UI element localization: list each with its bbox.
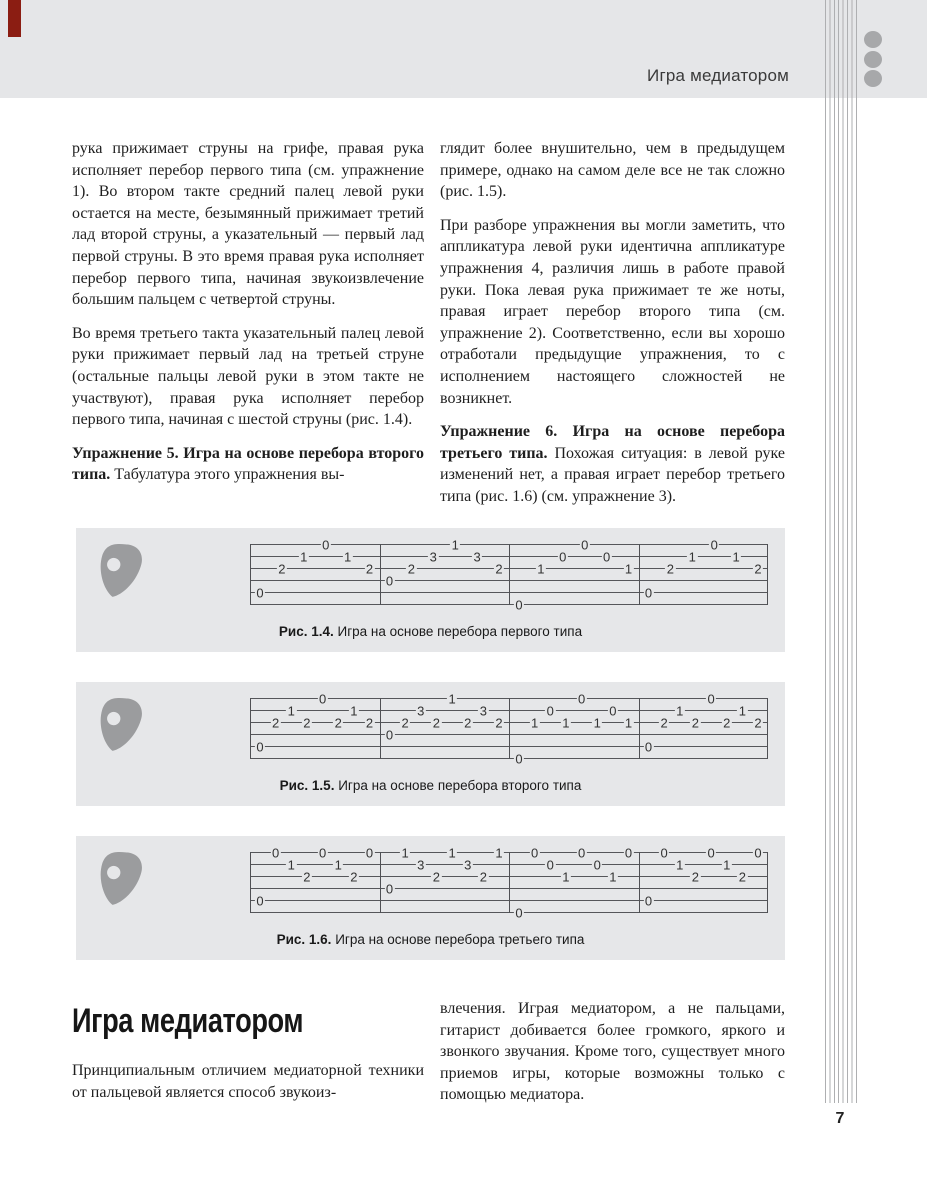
tab-note: 0 [559, 549, 567, 564]
tab-note: 2 [754, 715, 762, 730]
paragraph: Во время третьего такта указательный палец левой руки прижимает первый лад на третьей струне (остальные пальцы левой руки в этом такте не участвуют), правая рука исполняет перебор первого типа, начиная с шестой струны (рис. 1.4). [72, 324, 424, 429]
paragraph: Принципиальным отличием медиаторной техники от пальцевой является способ звукоиз- [72, 1062, 424, 1101]
tab-note: 1 [537, 561, 545, 576]
tab-note: 0 [581, 537, 589, 552]
tab-note: 0 [710, 537, 718, 552]
tab-note: 1 [401, 845, 409, 860]
tab-note: 1 [676, 703, 684, 718]
tab-note: 0 [707, 691, 715, 706]
decorative-stripes [825, 0, 858, 1103]
decorative-dot [864, 51, 882, 68]
tab-note: 2 [350, 869, 358, 884]
tab-note: 2 [738, 869, 746, 884]
decorative-dot [864, 70, 882, 87]
tab-note: 2 [272, 715, 280, 730]
figure-caption-text: Игра на основе перебора третьего типа [331, 932, 585, 947]
tab-note: 2 [303, 869, 311, 884]
tab-note: 3 [417, 857, 425, 872]
tab-barline [509, 544, 510, 605]
tab-note: 2 [365, 715, 374, 730]
tab-note: 3 [479, 703, 487, 718]
tab-note: 2 [660, 715, 668, 730]
exercise-6-text: Похожая ситуация: в левой руке изменений нет, а правая играет перебор третьего типа (рис. 1.6) (см. упражнение 3). [440, 444, 786, 505]
tab-note: 2 [365, 561, 374, 576]
paragraph-exercise-5 [72, 443, 424, 486]
paragraph: рука прижимает струны на грифе, правая рука исполняет перебор первого типа (см. упражнение 1). Во втором такте средний палец левой руки остается на месте, безымянный прижимает третий лад второй струны, а указательный — первый лад первой струны. В это время правая рука исполняет перебор первого типа, начиная звукоизвлечение большим пальцем с четвертой струны. [72, 140, 424, 309]
tab-note: 0 [322, 537, 330, 552]
tab-note: 1 [448, 845, 456, 860]
tab-note: 0 [318, 845, 327, 860]
tab-barline [767, 852, 768, 913]
tab-note: 0 [256, 893, 264, 908]
tab-note: 1 [593, 715, 601, 730]
tab-note: 0 [660, 845, 668, 860]
tab-note: 2 [407, 561, 416, 576]
tab-note: 2 [479, 869, 487, 884]
tab-note: 0 [609, 703, 617, 718]
tab-note: 2 [303, 715, 311, 730]
tab-note: 2 [464, 715, 472, 730]
tab-note: 2 [723, 715, 731, 730]
tab-note: 3 [464, 857, 472, 872]
tab-note: 1 [300, 549, 308, 564]
exercise-5-title: Упражнение 5. Игра на основе перебора второго типа. [72, 444, 424, 484]
tab-staff [250, 537, 768, 612]
tab-note: 3 [429, 549, 437, 564]
tab-note: 1 [531, 715, 539, 730]
tab-note: 0 [272, 845, 280, 860]
figure-1-6 [76, 836, 785, 960]
figure-caption [76, 932, 785, 947]
tab-note: 0 [624, 845, 633, 860]
guitar-pick-icon [94, 846, 144, 912]
tab-barline [639, 698, 640, 759]
tab-barline [509, 698, 510, 759]
tab-note: 0 [365, 845, 374, 860]
tab-note: 1 [723, 857, 731, 872]
tab-note: 2 [334, 715, 342, 730]
figure-label: Рис. 1.5. [279, 778, 335, 793]
figure-caption-text: Игра на основе перебора второго типа [334, 778, 582, 793]
page-number: 7 [835, 1110, 845, 1127]
tab-note: 1 [562, 715, 570, 730]
tab-note: 2 [495, 561, 503, 576]
section-heading: Игра медиатором [72, 1002, 304, 1040]
tab-staff [250, 691, 768, 766]
guitar-pick-icon [94, 692, 144, 758]
tab-note: 0 [546, 703, 554, 718]
tab-note: 1 [609, 869, 617, 884]
figure-caption-text: Игра на основе перебора первого типа [333, 624, 583, 639]
figure-1-5 [76, 682, 785, 806]
running-header: Игра медиатором [647, 66, 789, 85]
text-column-left [72, 138, 424, 498]
tab-note: 2 [754, 561, 762, 576]
tab-note: 1 [343, 549, 352, 564]
tab-note: 2 [278, 561, 286, 576]
tab-barline [639, 852, 640, 913]
tab-note: 0 [515, 905, 523, 920]
tab-note: 2 [666, 561, 675, 576]
paragraph: При разборе упражнения вы могли заметить, что аппликатура левой руки идентична аппликатуре упражнения 4, различия лишь в работе правой руки. Пока левая рука прижимает те же ноты, правая играет перебор второго типа (см. упражнение 2). Соответственно, если вы хорошо отработали предыдущие упражнения, то с исполнением настоящего сложностей не возникнет. [440, 216, 785, 407]
tab-note: 1 [738, 703, 746, 718]
tab-note: 1 [287, 857, 295, 872]
tab-note: 1 [624, 715, 633, 730]
tab-note: 0 [256, 585, 264, 600]
tab-note: 0 [602, 549, 611, 564]
tab-note: 1 [495, 845, 503, 860]
tab-barline [380, 698, 381, 759]
chapter-color-tab [8, 0, 21, 37]
tab-note: 3 [417, 703, 425, 718]
tab-note: 0 [385, 881, 394, 896]
tab-note: 0 [546, 857, 554, 872]
tab-note: 1 [287, 703, 295, 718]
figure-1-4 [76, 528, 785, 652]
tab-note: 2 [432, 869, 441, 884]
tab-note: 2 [691, 869, 700, 884]
figure-caption [76, 624, 785, 639]
tab-note: 0 [644, 893, 653, 908]
tab-note: 0 [515, 751, 523, 766]
paragraph-exercise-6 [440, 421, 785, 507]
tab-note: 3 [473, 549, 481, 564]
tab-staff [250, 845, 768, 920]
tab-note: 1 [562, 869, 570, 884]
paragraph: глядит более внушительно, чем в предыдущем примере, однако на самом деле все не так сложно (рис. 1.5). [440, 140, 785, 201]
tab-note: 1 [451, 537, 459, 552]
tab-barline [767, 544, 768, 605]
tab-note: 2 [432, 715, 441, 730]
guitar-pick-icon [94, 538, 144, 604]
text-column-right [440, 138, 785, 520]
tab-note: 0 [644, 739, 653, 754]
figure-caption [76, 778, 785, 793]
figure-label: Рис. 1.4. [278, 624, 334, 639]
tab-note: 0 [644, 585, 653, 600]
tab-note: 0 [318, 691, 327, 706]
tab-note: 0 [515, 597, 523, 612]
tab-barline [380, 852, 381, 913]
tab-barline [250, 698, 251, 759]
tab-note: 1 [350, 703, 358, 718]
paragraph: влечения. Играя медиатором, а не пальцами, гитарист добивается более громкого, яркого и звонкого звучания. Кроме того, существует много приемов игры, которые возможны только с помощью медиатора. [440, 1000, 785, 1104]
tab-barline [639, 544, 640, 605]
tab-note: 1 [624, 561, 633, 576]
tab-barline [250, 544, 251, 605]
tab-barline [509, 852, 510, 913]
exercise-5-text: Табулатура этого упражнения вы- [110, 466, 345, 484]
tab-note: 0 [256, 739, 264, 754]
tab-note: 1 [448, 691, 456, 706]
tab-note: 1 [676, 857, 684, 872]
section-column-right [440, 998, 785, 1118]
tab-note: 2 [691, 715, 700, 730]
tab-note: 2 [495, 715, 503, 730]
tab-note: 0 [754, 845, 762, 860]
section-column-left [72, 1060, 424, 1115]
tab-barline [250, 852, 251, 913]
tab-barline [380, 544, 381, 605]
tab-note: 0 [531, 845, 539, 860]
tab-barline [767, 698, 768, 759]
exercise-6-title: Упражнение 6. Игра на основе перебора третьего типа. [440, 423, 785, 462]
tab-note: 0 [385, 727, 394, 742]
figure-label: Рис. 1.6. [276, 932, 332, 947]
decorative-dot [864, 31, 882, 48]
tab-note: 1 [732, 549, 740, 564]
tab-note: 0 [593, 857, 601, 872]
tab-note: 1 [688, 549, 696, 564]
tab-note: 1 [334, 857, 342, 872]
tab-note: 0 [577, 845, 586, 860]
tab-note: 2 [401, 715, 409, 730]
tab-note: 0 [707, 845, 715, 860]
tab-note: 0 [577, 691, 586, 706]
tab-note: 0 [385, 573, 394, 588]
